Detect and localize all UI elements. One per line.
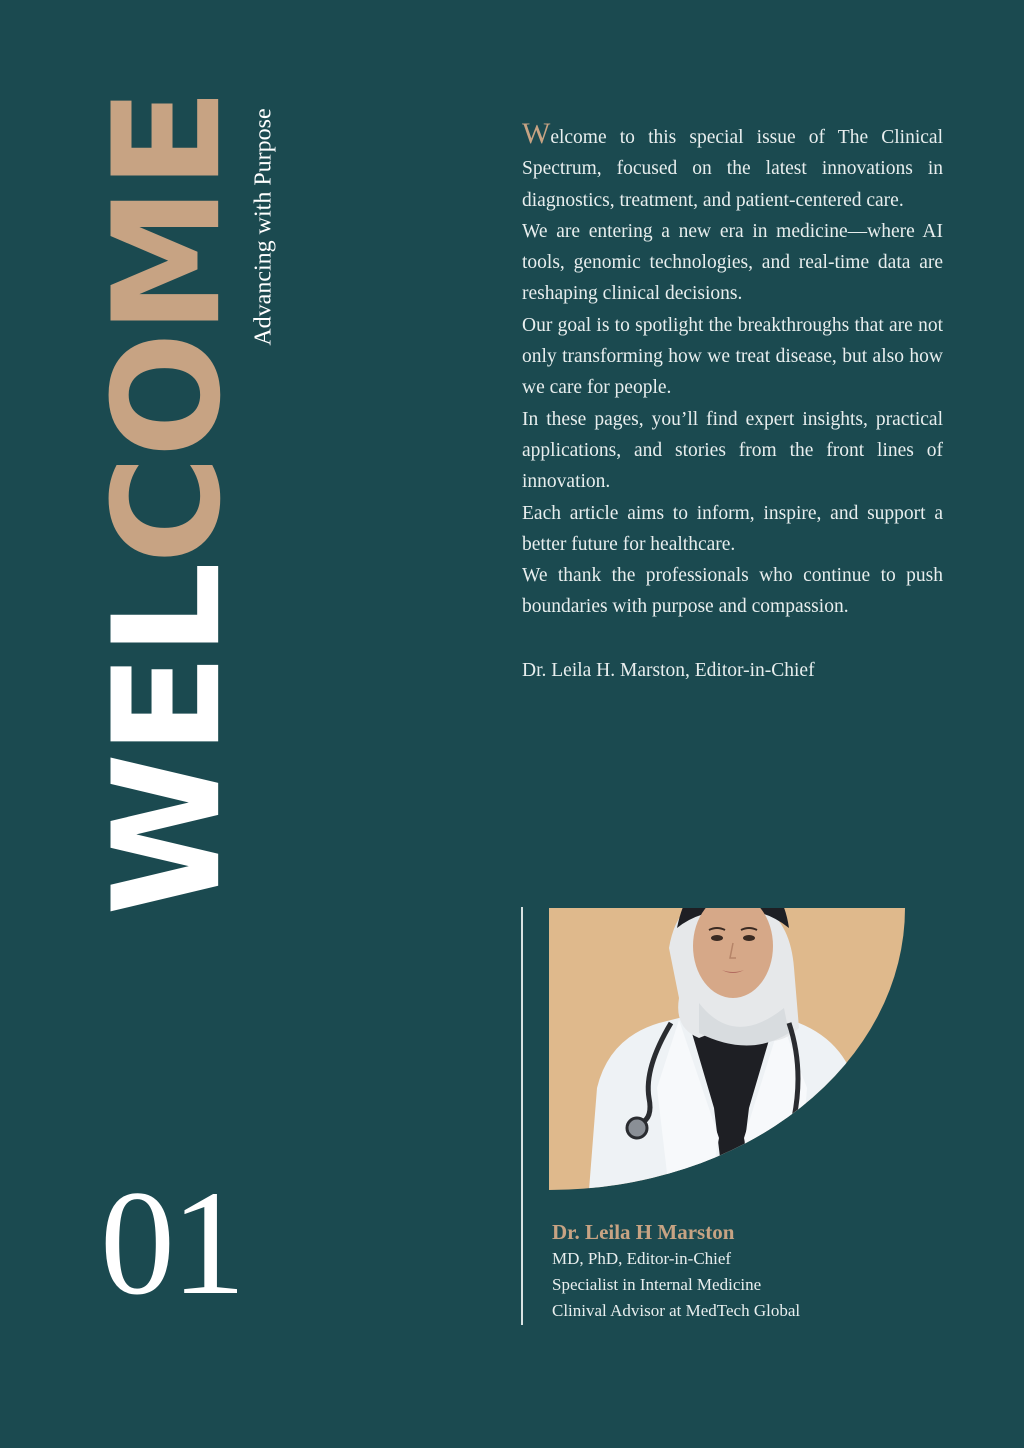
tagline: Advancing with Purpose [250, 108, 277, 346]
letter-paragraph: Our goal is to spotlight the breakthroughs that are not only transforming how we treat disease, but also how we care for people. [522, 314, 943, 399]
letter-paragraph [522, 118, 943, 216]
letter-signoff: Dr. Leila H. Marston, Editor-in-Chief [522, 659, 815, 681]
letter-paragraph: Each article aims to inform, inspire, and support a better future for healthcare. [522, 502, 943, 555]
letter-paragraph: In these pages, you’ll find expert insights, practical applications, and stories from the front lines of innovation. [522, 408, 943, 493]
editor-name: Dr. Leila H Marston [552, 1220, 735, 1244]
letter-paragraph: We are entering a new era in medicine—where AI tools, genomic technologies, and real-time data are reshaping clinical decisions. [522, 220, 943, 305]
drop-cap: W [522, 117, 551, 150]
welcome-heading [81, 90, 254, 916]
letter-paragraph-1-text: elcome to this special issue of The Clinical Spectrum, focused on the latest innovations in diagnostics, treatment, and patient-centered care. [522, 127, 943, 211]
doctor-portrait-icon [549, 908, 905, 1190]
page-number: 01 [100, 1160, 242, 1326]
editor-credentials: MD, PhD, Editor-in-Chief [552, 1249, 732, 1268]
welcome-word-part-2: COME [81, 90, 254, 564]
editor-specialty: Specialist in Internal Medicine [552, 1275, 762, 1294]
welcome-word-part-1: WEL [81, 563, 254, 916]
welcome-word [81, 90, 254, 916]
editor-caption [552, 1218, 800, 1324]
editor-affiliation: Clinival Advisor at MedTech Global [552, 1301, 801, 1320]
editor-letter [522, 118, 943, 686]
editor-photo [549, 908, 905, 1190]
caption-divider-line [521, 907, 523, 1325]
letter-paragraph: We thank the professionals who continue to push boundaries with purpose and compassion. [522, 565, 943, 618]
